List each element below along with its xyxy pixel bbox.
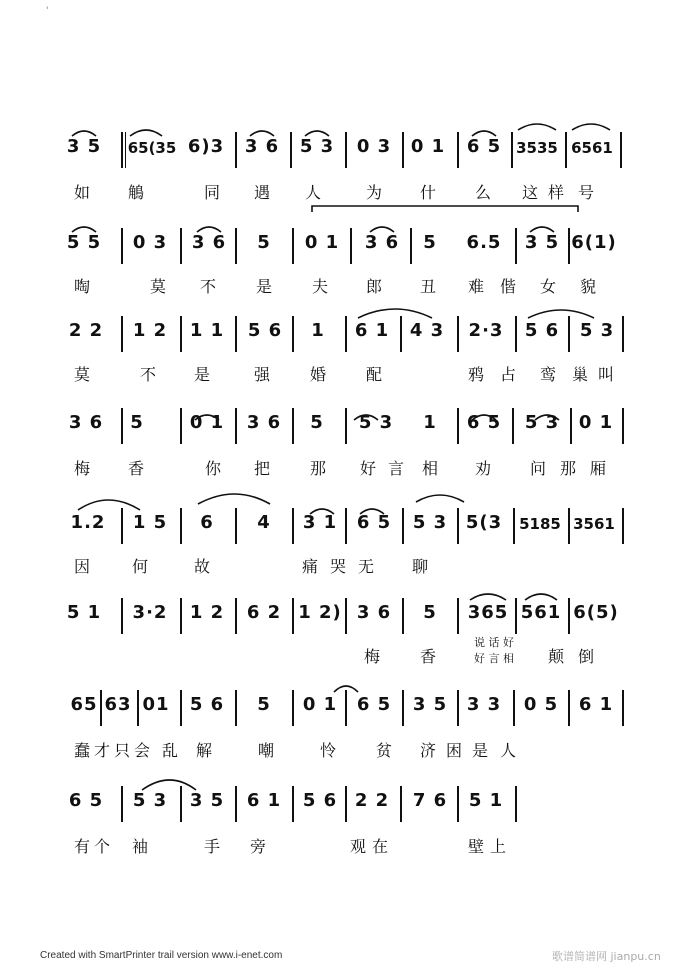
lyric-char: 为 <box>366 183 383 202</box>
note-group: 5 1 <box>66 602 102 623</box>
lyric-char: 难 <box>468 277 485 296</box>
lyric-char: 鸾 <box>540 365 557 384</box>
note-group: 3 5 <box>412 694 448 715</box>
footer-text: Created with SmartPrinter trail version www.i-enet.com <box>40 950 283 961</box>
lyric-char: 号 <box>578 183 595 202</box>
lyric-char: 才 <box>94 741 111 760</box>
lyric-row-6 <box>0 636 690 674</box>
lyric-char: 鵤 <box>128 183 145 202</box>
lyric-char: 上 <box>490 837 507 856</box>
lyric-char: 同 <box>204 183 221 202</box>
barline <box>121 598 123 634</box>
lyric-char: 是 <box>472 741 489 760</box>
lyric-char: 是 <box>194 365 211 384</box>
barline <box>180 690 182 726</box>
barline <box>180 316 182 352</box>
lyric-char: 梅 <box>74 459 91 478</box>
barline <box>137 690 139 726</box>
lyric-char: 莫 <box>150 277 167 296</box>
barline <box>235 316 237 352</box>
note-group: 3 6 <box>191 232 227 253</box>
barline <box>457 132 459 168</box>
note-group: 5 3 <box>524 412 560 433</box>
note-group: 6 5 <box>466 412 502 433</box>
lyric-char: 劝 <box>475 459 492 478</box>
barline <box>180 786 182 822</box>
note-group: 5 3 <box>579 320 615 341</box>
barline <box>457 408 459 444</box>
barline <box>400 316 402 352</box>
note-group: 6)3 <box>187 136 225 157</box>
barline <box>345 690 347 726</box>
note-group: 3 5 <box>189 790 225 811</box>
barline <box>292 316 294 352</box>
barline <box>125 132 126 168</box>
barline <box>292 228 294 264</box>
note-group: 1 <box>423 412 437 433</box>
barline <box>290 132 292 168</box>
lyric-char: 相 <box>422 459 439 478</box>
barline <box>457 316 459 352</box>
barline <box>345 132 347 168</box>
lyric-char: 夫 <box>312 277 329 296</box>
barline <box>622 508 624 544</box>
note-group: 6 5 <box>356 512 392 533</box>
note-group: 5 <box>423 232 437 253</box>
note-group: 6(5) <box>573 602 619 623</box>
lyric-char: 配 <box>366 365 383 384</box>
note-group: 5 3 <box>132 790 168 811</box>
note-group: 3 6 <box>246 412 282 433</box>
barline <box>513 690 515 726</box>
lyric-char: 不 <box>140 365 157 384</box>
lyric-char: 手 <box>204 837 221 856</box>
barline <box>180 408 182 444</box>
lyric-char: 济 <box>420 741 437 760</box>
note-group: 3 3 <box>466 694 502 715</box>
barline <box>345 508 347 544</box>
barline <box>568 316 570 352</box>
barline <box>121 786 123 822</box>
lyric-char: 问 <box>530 459 547 478</box>
barline <box>622 408 624 444</box>
lyric-char: 是 <box>256 277 273 296</box>
lyric-char: 香 <box>420 647 437 666</box>
note-group: 5 <box>257 232 271 253</box>
note-group: 0 1 <box>410 136 446 157</box>
note-group: 3 6 <box>356 602 392 623</box>
barline <box>511 132 513 168</box>
note-group: 6 <box>200 512 214 533</box>
note-group: 3535 <box>516 139 558 157</box>
lyric-char: 壁 <box>468 837 485 856</box>
note-group: 1 5 <box>132 512 168 533</box>
lyric-char: 貌 <box>580 277 597 296</box>
note-group: 6 5 <box>68 790 104 811</box>
note-group: 5 3 <box>358 412 394 433</box>
lyric-char: 样 <box>548 183 565 202</box>
lyric-char: 那 <box>560 459 577 478</box>
notation-row-5 <box>0 508 690 548</box>
barline <box>121 132 123 168</box>
note-group: 1 2) <box>298 602 342 623</box>
note-group: 3 6 <box>364 232 400 253</box>
lyric-char: 无 <box>358 557 375 576</box>
barline <box>515 598 517 634</box>
note-group: 0 3 <box>356 136 392 157</box>
note-group: 2·3 <box>468 320 504 341</box>
lyric-char: 么 <box>475 183 492 202</box>
barline <box>457 508 459 544</box>
lyric-char: 郎 <box>366 277 383 296</box>
note-group: 6(1) <box>571 232 617 253</box>
barline <box>410 228 412 264</box>
lyric-char: 如 <box>74 183 91 202</box>
barline <box>121 228 123 264</box>
note-group: 3 6 <box>68 412 104 433</box>
barline <box>235 690 237 726</box>
lyric-char: 在 <box>372 837 389 856</box>
lyric-char: 解 <box>196 741 213 760</box>
lyric-small-line: 好 言 相 <box>474 652 514 665</box>
lyric-char: 强 <box>254 365 271 384</box>
note-group: 0 1 <box>304 232 340 253</box>
barline <box>235 598 237 634</box>
note-group: 2 2 <box>354 790 390 811</box>
barline <box>402 508 404 544</box>
lyric-char: 香 <box>128 459 145 478</box>
lyric-row-3 <box>0 362 690 392</box>
barline <box>568 598 570 634</box>
corner-mark: ' <box>46 6 49 16</box>
note-group: 5185 <box>519 515 561 533</box>
lyric-char: 会 <box>134 741 151 760</box>
lyric-char: 好 <box>360 459 377 478</box>
note-group: 3 1 <box>302 512 338 533</box>
barline <box>570 408 572 444</box>
lyric-row-7 <box>0 738 690 768</box>
barline <box>345 316 347 352</box>
note-group: 0 1 <box>302 694 338 715</box>
lyric-char: 嘲 <box>258 741 275 760</box>
note-group: 6 5 <box>466 136 502 157</box>
lyric-char: 个 <box>94 837 111 856</box>
lyric-char: 痛 <box>302 557 319 576</box>
notation-row-2 <box>0 228 690 268</box>
lyric-char: 巢 <box>572 365 589 384</box>
note-group: 5 6 <box>302 790 338 811</box>
note-group: 5 <box>423 602 437 623</box>
note-group: 1.2 <box>70 512 106 533</box>
lyric-char: 什 <box>420 183 437 202</box>
note-group: 7 6 <box>412 790 448 811</box>
note-group: 6 5 <box>356 694 392 715</box>
lyric-char: 梅 <box>364 647 381 666</box>
barline <box>512 408 514 444</box>
lyric-char: 你 <box>205 459 222 478</box>
notation-row-3 <box>0 316 690 356</box>
lyric-char: 何 <box>132 557 149 576</box>
lyric-char: 这 <box>522 183 539 202</box>
note-group: 5 <box>257 694 271 715</box>
note-group: 6 2 <box>246 602 282 623</box>
lyric-char: 鸦 <box>468 365 485 384</box>
notation-row-6 <box>0 598 690 638</box>
lyric-char: 哭 <box>330 557 347 576</box>
barline <box>402 598 404 634</box>
note-group: 5 6 <box>524 320 560 341</box>
barline <box>513 508 515 544</box>
barline <box>345 598 347 634</box>
note-group: 1 2 <box>132 320 168 341</box>
lyric-char: 厢 <box>590 459 607 478</box>
note-group: 0 1 <box>578 412 614 433</box>
lyric-small-line: 说 话 好 <box>474 636 514 649</box>
notation-row-1 <box>0 132 690 172</box>
barline <box>292 408 294 444</box>
lyric-char: 把 <box>254 459 271 478</box>
note-group: 5 6 <box>189 694 225 715</box>
barline <box>568 228 570 264</box>
lyric-char: 倒 <box>578 647 595 666</box>
lyric-char: 故 <box>194 557 211 576</box>
lyric-char: 那 <box>310 459 327 478</box>
note-group: 3·2 <box>132 602 168 623</box>
lyric-char: 叫 <box>598 365 615 384</box>
note-group: 5 1 <box>468 790 504 811</box>
note-group: 561 <box>520 602 562 623</box>
lyric-char: 只 <box>114 741 131 760</box>
barline <box>565 132 567 168</box>
notation-row-4 <box>0 408 690 448</box>
lyric-row-4 <box>0 456 690 486</box>
lyric-char: 贫 <box>376 741 393 760</box>
barline <box>235 132 237 168</box>
lyric-char: 人 <box>305 183 322 202</box>
barline <box>515 228 517 264</box>
barline <box>235 508 237 544</box>
note-group: 0 5 <box>523 694 559 715</box>
watermark: 歌谱简谱网 jianpu.cn <box>552 950 661 963</box>
note-group: 0 3 <box>132 232 168 253</box>
barline <box>100 690 102 726</box>
note-group: 01 <box>142 694 170 715</box>
lyric-char: 婚 <box>310 365 327 384</box>
barline <box>292 786 294 822</box>
note-group: 4 3 <box>409 320 445 341</box>
barline <box>180 598 182 634</box>
note-group: 4 <box>257 512 271 533</box>
note-group: 6 1 <box>578 694 614 715</box>
barline <box>622 316 624 352</box>
lyric-row-8 <box>0 834 690 864</box>
lyric-char: 聊 <box>412 557 429 576</box>
lyric-char: 袖 <box>132 837 149 856</box>
barline <box>180 228 182 264</box>
notation-row-8 <box>0 786 690 826</box>
note-group: 5 3 <box>412 512 448 533</box>
lyric-char: 莫 <box>74 365 91 384</box>
lyric-char: 丑 <box>420 277 437 296</box>
note-group: 6.5 <box>466 232 502 253</box>
lyric-char: 怜 <box>320 741 337 760</box>
barline <box>235 228 237 264</box>
note-group: 5 6 <box>247 320 283 341</box>
note-group: 5 <box>130 412 144 433</box>
lyric-char: 蠢 <box>74 741 91 760</box>
note-group: 63 <box>104 694 132 715</box>
note-group: 65 <box>70 694 98 715</box>
note-group: 3 5 <box>524 232 560 253</box>
note-group: 3 6 <box>244 136 280 157</box>
lyric-row-5 <box>0 554 690 584</box>
barline <box>515 786 517 822</box>
lyric-char: 乱 <box>162 741 179 760</box>
barline <box>515 316 517 352</box>
note-group: 3 5 <box>66 136 102 157</box>
note-group: 5(3 <box>465 512 503 533</box>
barline <box>345 408 347 444</box>
lyric-row-1 <box>0 180 690 210</box>
note-group: 0 1 <box>189 412 225 433</box>
lyric-char: 困 <box>446 741 463 760</box>
note-group: 6 1 <box>246 790 282 811</box>
note-group: 365 <box>467 602 509 623</box>
barline <box>121 408 123 444</box>
barline <box>345 786 347 822</box>
barline <box>350 228 352 264</box>
note-group: 5 5 <box>66 232 102 253</box>
notation-row-7 <box>0 690 690 730</box>
lyric-char: 占 <box>500 365 517 384</box>
lyric-char: 不 <box>200 277 217 296</box>
barline <box>568 690 570 726</box>
lyric-char: 啕 <box>74 277 91 296</box>
lyric-char: 因 <box>74 557 91 576</box>
note-group: 5 3 <box>299 136 335 157</box>
note-group: 1 2 <box>189 602 225 623</box>
note-group: 3561 <box>573 515 615 533</box>
barline <box>457 690 459 726</box>
barline <box>400 786 402 822</box>
lyric-char: 有 <box>74 837 91 856</box>
barline <box>457 598 459 634</box>
barline <box>457 786 459 822</box>
lyric-char: 女 <box>540 277 557 296</box>
lyric-row-2 <box>0 274 690 304</box>
barline <box>121 508 123 544</box>
note-group: 2 2 <box>68 320 104 341</box>
barline <box>235 408 237 444</box>
note-group: 6561 <box>571 139 613 157</box>
lyric-char: 言 <box>388 459 405 478</box>
barline <box>622 690 624 726</box>
barline <box>402 132 404 168</box>
lyric-char: 人 <box>500 741 517 760</box>
barline <box>292 508 294 544</box>
note-group: 1 1 <box>189 320 225 341</box>
barline <box>292 598 294 634</box>
lyric-char: 颠 <box>548 647 565 666</box>
note-group: 5 <box>310 412 324 433</box>
note-group: 6 1 <box>354 320 390 341</box>
barline <box>235 786 237 822</box>
lyric-char: 旁 <box>250 837 267 856</box>
barline <box>180 508 182 544</box>
barline <box>568 508 570 544</box>
barline <box>121 316 123 352</box>
barline <box>620 132 622 168</box>
note-group: 65(35 <box>127 139 177 157</box>
lyric-char: 偕 <box>500 277 517 296</box>
barline <box>292 690 294 726</box>
lyric-char: 观 <box>350 837 367 856</box>
barline <box>402 690 404 726</box>
lyric-char: 遇 <box>254 183 271 202</box>
note-group: 1 <box>311 320 325 341</box>
